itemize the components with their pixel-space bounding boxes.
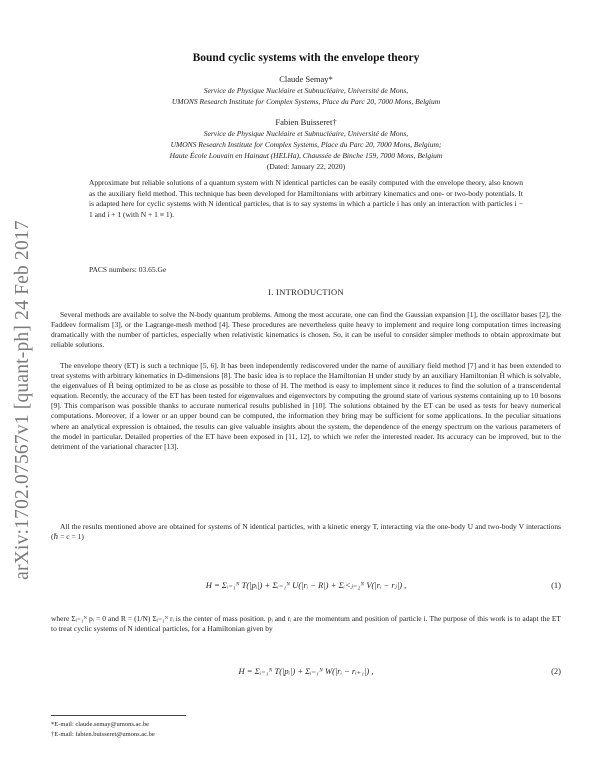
author-name: Fabien Buisseret† bbox=[275, 117, 337, 127]
paragraph: The envelope theory (ET) is such a technique [5, 6]. It has been independently rediscovered under the name of auxiliary field method [7] and it has been extended to treat systems with arbitrary kinematics in D-dimensions [8]. The basic idea is to replace the Hamiltonian H under study by an auxiliary Hamiltonian H̃ which is solvable, the eigenvalues of H̃ being optimized to be as close as possible to those of H. The method is easy to implement since it reduces to find the solution of a transcendental equation. Recently, the accuracy of the ET has been tested for eigenvalues and eigenvectors by computing the ground state of various systems containing up to 10 bosons [9]. This comparison was possible thanks to accurate numerical results published in [10]. The solutions obtained by the ET can be used as tests for heavy numerical computations. Moreover, if a lower or an upper bound can be computed, the information they bring may be sufficient for some applications. In the peculiar situations where an analytical expression is obtained, the results can give valuable insights about the system, the dependence of the energy spectrum on the various parameters of the model in particular. Detailed properties of the ET have been exposed in [11, 12], to which we refer the interested reader. Its accuracy can be improved, but to the detriment of the variational character [13]. bbox=[51, 361, 561, 451]
author-affiliation-line: UMONS Research Institute for Complex Systems, Place du Parc 20, 7000 Mons, Belgium bbox=[171, 97, 441, 106]
author-affiliation-line: UMONS Research Institute for Complex Systems, Place du Parc 20, 7000 Mons, Belgium; bbox=[170, 140, 442, 149]
arxiv-sidebar-stamp bbox=[8, 205, 38, 595]
equation-2-body: H = Σᵢ₌₁ᴺ T(|pᵢ|) + Σᵢ₌₁ᴺ W(|rᵢ − rᵢ₊₁|) , bbox=[238, 666, 374, 676]
section-heading: I. INTRODUCTION bbox=[268, 287, 344, 297]
arxiv-identifier: arXiv:1702.07567v1 [quant-ph] 24 Feb 2017 bbox=[12, 220, 33, 580]
author-affiliation-line: Haute École Louvain en Hainaut (HELHa), Chaussée de Binche 159, 7000 Mons, Belgium bbox=[169, 151, 443, 160]
date-line: (Dated: January 22, 2020) bbox=[266, 162, 346, 171]
equation-2-number: (2) bbox=[551, 666, 561, 676]
paragraph: All the results mentioned above are obtained for systems of N identical particles, with a kinetic energy T, interacting via the one-body U and two-body V interactions (ℏ = c = 1) bbox=[51, 522, 561, 542]
author-affiliation-line: Service de Physique Nucléaire et Subnucléaire, Université de Mons, bbox=[203, 86, 409, 95]
paragraph: where Σᵢ₌₁ᴺ pᵢ = 0 and R = (1/N) Σᵢ₌₁ᴺ rᵢ is the center of mass position. pᵢ and rᵢ are the momentum and position of particle i. The purpose of this work is to adapt the ET to treat cyclic systems of N identical particles, for a Hamiltonian given by bbox=[51, 614, 561, 634]
footnote: *E-mail: claude.semay@umons.ac.be bbox=[51, 721, 150, 728]
equation-1-number: (1) bbox=[551, 580, 561, 590]
paper-title: Bound cyclic systems with the envelope theory bbox=[192, 52, 420, 64]
footnote: †E-mail: fabien.buisseret@umons.ac.be bbox=[51, 731, 155, 738]
equation-1-body: H = Σᵢ₌₁ᴺ T(|pᵢ|) + Σᵢ₌₁ᴺ U(|rᵢ − R|) + Σᵢ<ⱼ₌₂ᴺ V(|rᵢ − rⱼ|) , bbox=[205, 580, 407, 590]
pacs-numbers: PACS numbers: 03.65.Ge bbox=[89, 265, 167, 274]
author-affiliation-line: Service de Physique Nucléaire et Subnucléaire, Université de Mons, bbox=[203, 129, 409, 138]
footnote-divider bbox=[51, 715, 186, 716]
paragraph: Several methods are available to solve the N-body quantum problems. Among the most accurate, one can find the Gaussian expansion [1], the oscillator bases [2], the Faddeev formalism [3], or the Lagrange-mesh method [4]. These procedures are nevertheless quite heavy to implement and require long computation times increasing dramatically with the number of particles, especially when relativistic kinematics is chosen. So, it can be useful to consider simpler methods to obtain approximate but reliable solutions. bbox=[51, 310, 561, 350]
abstract: Approximate but reliable solutions of a quantum system with N identical particles can be easily computed with the envelope theory, also known as the auxiliary field method. This technique has been developed for Hamiltonians with arbitrary kinematics and one- or two-body potentials. It is adapted here for cyclic systems with N identical particles, that is to say systems in which a particle i has only an interaction with particles i − 1 and i + 1 (with N + 1 ≡ 1). bbox=[89, 178, 523, 219]
author-name: Claude Semay* bbox=[279, 74, 333, 84]
